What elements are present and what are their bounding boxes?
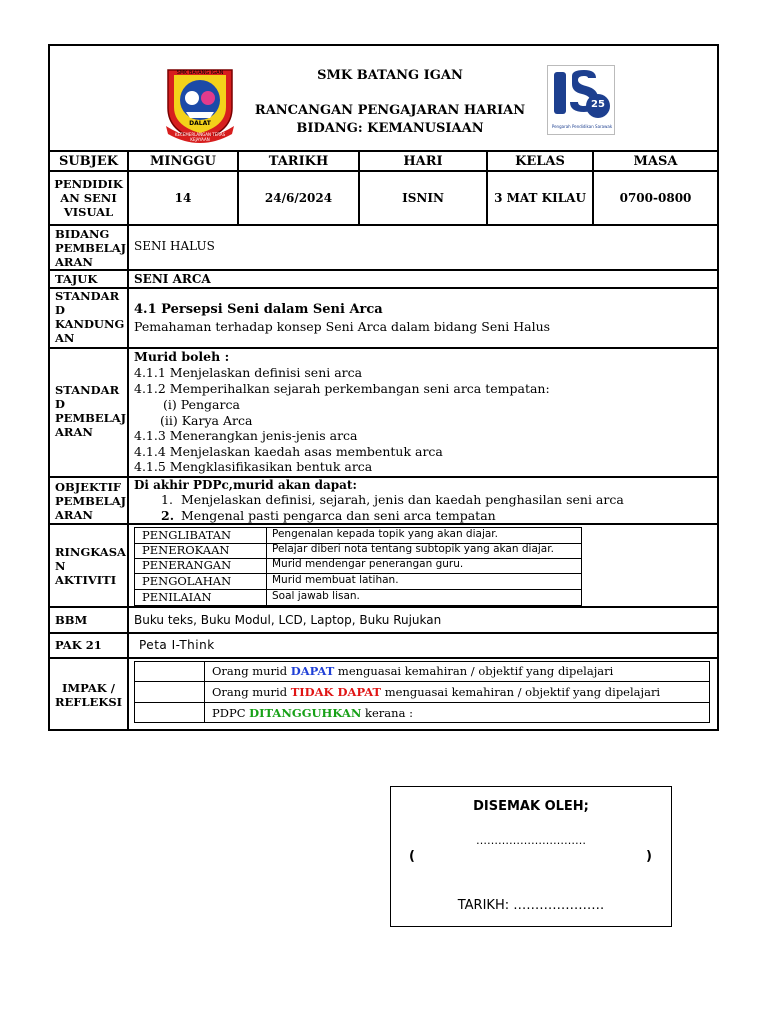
activity-row [134, 574, 582, 590]
day-value: ISNIN [402, 191, 444, 205]
col-hari: HARI [403, 153, 443, 169]
impak-text: Orang murid [212, 685, 291, 699]
sp-item: 4.1.2 Memperihalkan sejarah perkembangan seni arca tempatan: [134, 381, 550, 396]
standard-pembelajaran-label: STANDAR D PEMBELAJ ARAN [55, 383, 127, 439]
objektif-item: Mengenal pasti pengarca dan seni arca tempatan [181, 508, 496, 523]
ringkasan-label: RINGKASA N AKTIVITI [55, 545, 126, 587]
date-value: 24/6/2024 [264, 191, 333, 205]
standard-kandungan-label: STANDAR D KANDUNG AN [55, 289, 125, 345]
class-value: 3 MAT KILAU [494, 191, 586, 205]
col-subjek: SUBJEK [58, 153, 119, 169]
crest-text-bottom: DALAT [189, 120, 211, 127]
activity-phase: PENGLIBATAN [142, 528, 232, 542]
sp-item: 4.1.5 Mengklasifikasikan bentuk arca [134, 459, 373, 474]
activity-row [134, 558, 582, 574]
pak21-label: PAK 21 [55, 638, 102, 652]
activity-phase: PENEROKAAN [142, 543, 230, 557]
col-masa: MASA [633, 153, 678, 169]
impak-text: PDPC [212, 706, 250, 720]
bbm-value: Buku teks, Buku Modul, LCD, Laptop, Buku Rujukan [134, 613, 442, 627]
pak21-value: Peta I-Think [139, 638, 215, 652]
activity-phase: PENGOLAHAN [142, 574, 232, 588]
col-minggu: MINGGU [150, 153, 216, 169]
impak-keyword-ditangguhkan: DITANGGUHKAN [249, 706, 362, 720]
signoff-dots: ………………………… [476, 834, 586, 847]
objektif-num: 2. [161, 508, 175, 523]
objektif-item: Menjelaskan definisi, sejarah, jenis dan kaedah penghasilan seni arca [181, 492, 624, 507]
week-value: 14 [174, 191, 192, 205]
sp-item: 4.1.4 Menjelaskan kaedah asas membentuk arca [134, 444, 443, 459]
logo-number: 25 [591, 99, 605, 110]
bidang-label: BIDANG PEMBELAJ ARAN [55, 227, 127, 269]
impak-divider [204, 661, 205, 723]
impak-keyword-dapat: DAPAT [290, 664, 335, 678]
activity-phase: PENILAIAN [142, 590, 212, 604]
education-dept-logo [547, 65, 615, 135]
activity-desc: Murid membuat latihan. [272, 574, 399, 586]
impak-divider [134, 681, 710, 682]
activity-row [134, 590, 582, 605]
signoff-open-paren: ( [409, 849, 415, 864]
sp-item: (i) Pengarca [163, 397, 240, 412]
activity-desc: Pengenalan kepada topik yang akan diajar. [272, 528, 498, 540]
bbm-label: BBM [55, 613, 88, 627]
activity-desc: Pelajar diberi nota tentang subtopik yang akan diajar. [272, 543, 554, 555]
divider [48, 606, 719, 608]
crest-motto: KECEMERLANGAN TERAS KEJAYAAN [174, 132, 226, 142]
objektif-intro: Di akhir PDPc,murid akan dapat: [134, 478, 357, 492]
activity-phase: PENERANGAN [142, 558, 232, 572]
impak-text: menguasai kemahiran / objektif yang dipelajari [334, 664, 614, 678]
time-value: 0700-0800 [619, 191, 692, 205]
school-name: SMK BATANG IGAN [317, 68, 463, 83]
tajuk-label: TAJUK [55, 272, 98, 286]
standard-kandungan-desc: Pemahaman terhadap konsep Seni Arca dalam bidang Seni Halus [134, 319, 551, 334]
divider [48, 287, 719, 289]
divider [48, 224, 719, 226]
field-title: BIDANG: KEMANUSIAAN [296, 121, 484, 136]
school-crest-logo [158, 60, 242, 144]
signoff-title: DISEMAK OLEH; [473, 799, 589, 814]
impak-row-dapat [212, 664, 613, 678]
signoff-date: TARIKH: ………………… [457, 898, 605, 913]
activity-desc: Murid mendengar penerangan guru. [272, 558, 464, 570]
subject-value: PENDIDIK AN SENI VISUAL [54, 177, 123, 219]
divider [48, 632, 719, 634]
logo-caption: Pengarah Pendidikan Sarawak [551, 124, 613, 129]
crest-text-top: SMK BATANG IGAN [176, 70, 224, 76]
bidang-value: SENI HALUS [134, 239, 215, 253]
impak-keyword-tidak-dapat: TIDAK DAPAT [290, 685, 382, 699]
signoff-close-paren: ) [646, 849, 652, 864]
activity-row [134, 543, 582, 559]
impak-text: menguasai kemahiran / objektif yang dipelajari [381, 685, 661, 699]
impak-label: IMPAK / REFLEKSI [54, 681, 123, 709]
sp-item: 4.1.1 Menjelaskan definisi seni arca [134, 365, 363, 380]
impak-row-ditangguhkan [212, 706, 413, 720]
col-kelas: KELAS [515, 153, 565, 169]
col-tarikh: TARIKH [268, 153, 329, 169]
objektif-num: 1. [161, 492, 173, 507]
impak-row-tidak-dapat [212, 685, 660, 699]
divider [48, 523, 719, 525]
standard-kandungan-title: 4.1 Persepsi Seni dalam Seni Arca [134, 302, 383, 317]
divider [48, 269, 719, 271]
sp-intro: Murid boleh : [134, 349, 230, 364]
tajuk-value: SENI ARCA [134, 272, 211, 286]
sp-item: 4.1.3 Menerangkan jenis-jenis arca [134, 428, 358, 443]
impak-text: Orang murid [212, 664, 291, 678]
divider [127, 150, 129, 731]
sp-item: (ii) Karya Arca [160, 413, 253, 428]
activity-row [134, 528, 582, 544]
divider [48, 657, 719, 659]
objektif-label: OBJEKTIF PEMBELAJ ARAN [55, 480, 127, 522]
plan-title: RANCANGAN PENGAJARAN HARIAN [254, 103, 526, 118]
activity-desc: Soal jawab lisan. [272, 590, 360, 602]
impak-text: kerana : [361, 706, 413, 720]
impak-divider [134, 702, 710, 703]
